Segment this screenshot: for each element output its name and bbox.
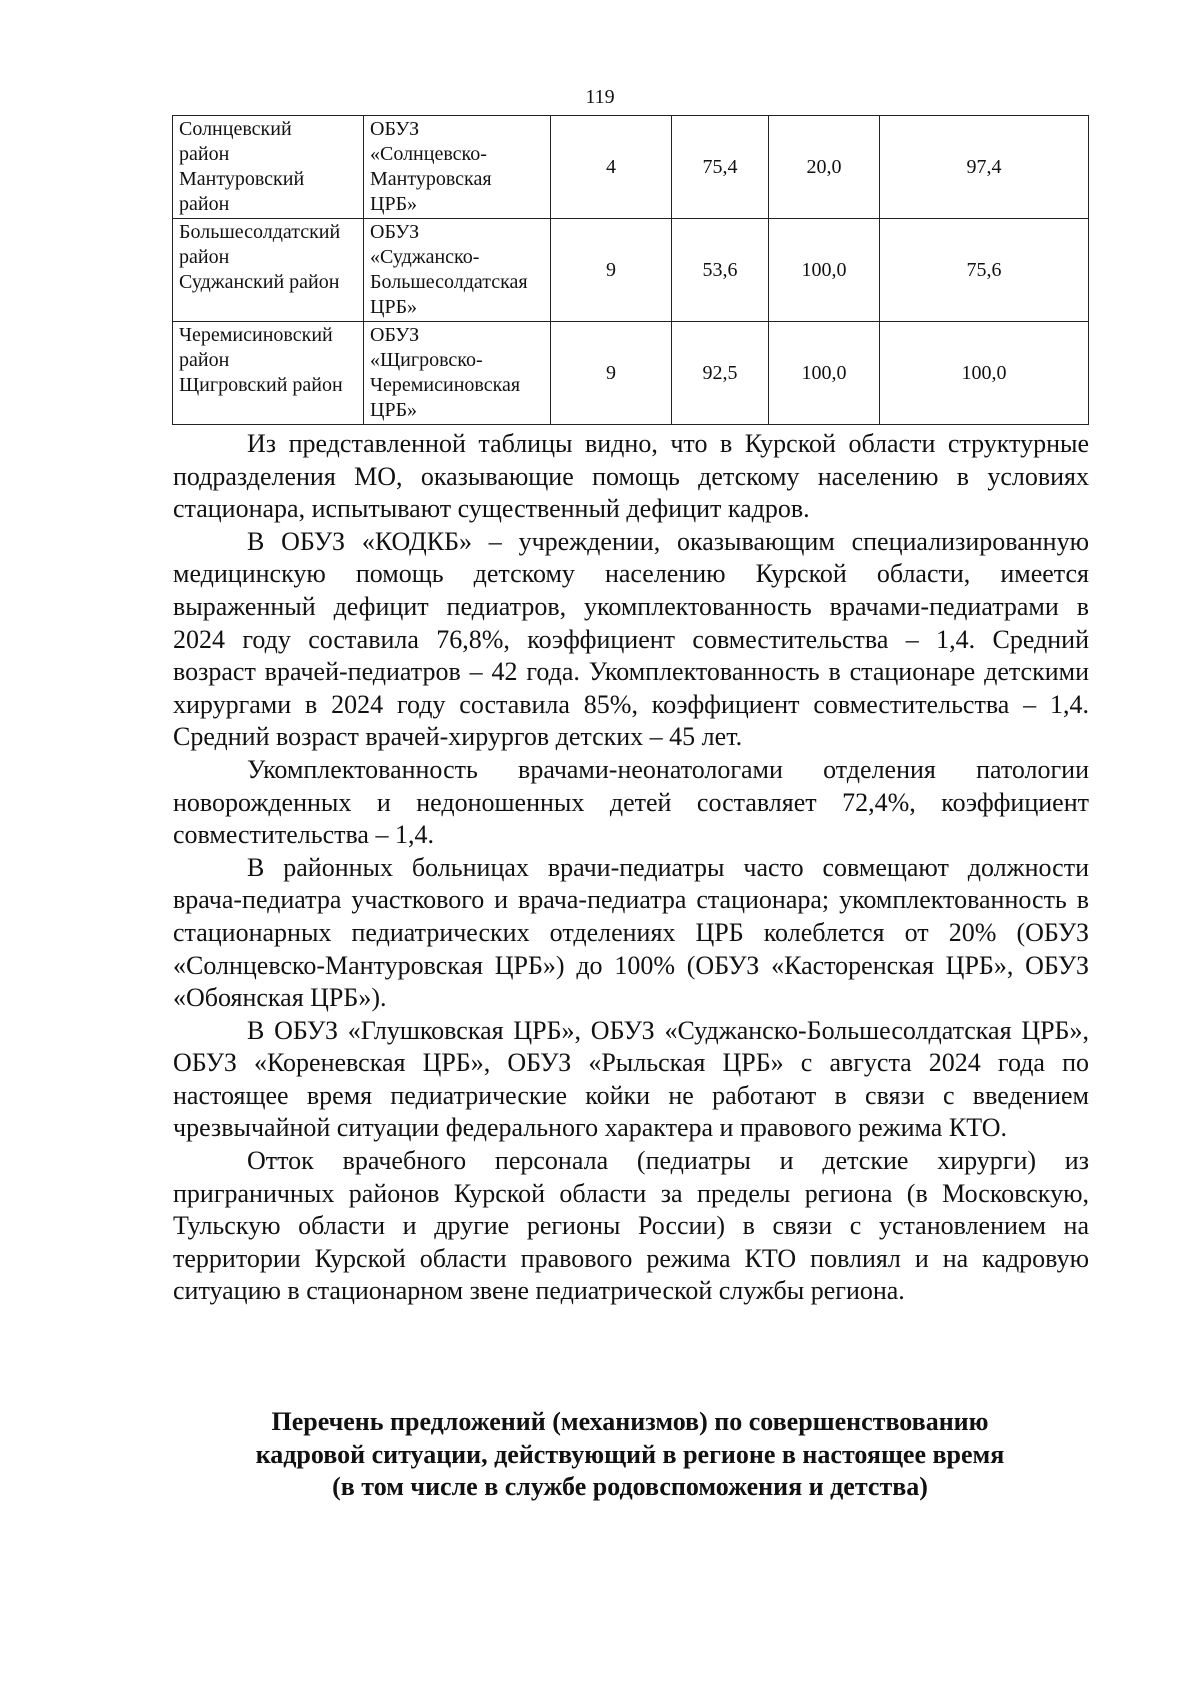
section-heading xyxy=(172,1406,1088,1504)
institution-cell: ОБУЗ «Солнцевско- Мантуровская ЦРБ» xyxy=(364,116,551,219)
value-cell: 75,6 xyxy=(880,219,1089,322)
value-cell: 97,4 xyxy=(880,116,1089,219)
paragraph: Укомплектованность врачами-неонатологами отделения патологии новорожденных и недоношенных детей составляет 72,4%, коэффициент совместительства – 1,4. xyxy=(173,754,1089,850)
table-row xyxy=(173,116,1089,219)
value-cell: 53,6 xyxy=(672,219,769,322)
value-cell: 4 xyxy=(551,116,672,219)
heading-line: (в том числе в службе родовспоможения и детства) xyxy=(332,1472,928,1502)
value-cell: 75,4 xyxy=(672,116,769,219)
paragraph: Из представленной таблицы видно, что в Курской области структурные подразделения МО, оказывающие помощь детскому населению в условиях стационара, испытывают существенный дефицит кадров. xyxy=(173,429,1089,524)
institution-cell: ОБУЗ «Суджанско- Большесолдатская ЦРБ» xyxy=(364,219,551,322)
value-cell: 92,5 xyxy=(672,322,769,425)
institution-cell: ОБУЗ «Щигровско- Черемисиновская ЦРБ» xyxy=(364,322,551,425)
district-cell: Черемисиновский район Щигровский район xyxy=(173,322,364,425)
table-row xyxy=(173,219,1089,322)
body-text xyxy=(173,428,1089,1308)
value-cell: 9 xyxy=(551,219,672,322)
value-cell: 100,0 xyxy=(880,322,1089,425)
heading-line: Перечень предложений (механизмов) по совершенствованию xyxy=(271,1407,989,1436)
table-row xyxy=(173,322,1089,425)
heading-line: кадровой ситуации, действующий в регионе в настоящее время xyxy=(255,1439,1005,1469)
paragraph: В ОБУЗ «КОДКБ» – учреждении, оказывающим специализированную медицинскую помощь детскому населению Курской области, имеется выраженный дефицит педиатров, укомплектованность врачами-педиатрами в 2024 году составила 76,8%, коэффициент совместительства – 1,4. Средний возраст врачей-педиатров – 42 года. Укомплектованность в стационаре детскими хирургами в 2024 году составила 85%, коэффициент совместительства – 1,4. Средний возраст врачей-хирургов детских – 45 лет. xyxy=(173,526,1089,752)
paragraph: В ОБУЗ «Глушковская ЦРБ», ОБУЗ «Суджанско-Большесолдатская ЦРБ», ОБУЗ «Кореневская ЦРБ», ОБУЗ «Рыльская ЦРБ» с августа 2024 года по настоящее время педиатрические койки не работают в связи с введением чрезвычайной ситуации федерального характера и правового режима КТО. xyxy=(173,1015,1089,1143)
value-cell: 20,0 xyxy=(769,116,880,219)
district-cell: Солнцевский район Мантуровский район xyxy=(173,116,364,219)
page-number: 119 xyxy=(585,86,615,108)
staffing-table xyxy=(172,115,1089,425)
paragraph: Отток врачебного персонала (педиатры и детские хирурги) из приграничных районов Курской области за пределы региона (в Московскую, Тульскую области и другие регионы России) в связи с установлением на территории Курской области правового режима КТО повлиял и на кадровую ситуацию в стационарном звене педиатрической службы региона. xyxy=(173,1146,1089,1306)
paragraph: В районных больницах врачи-педиатры часто совмещают должности врача-педиатра участкового и врача-педиатра стационара; укомплектованность в стационарных педиатрических отделениях ЦРБ колеблется от 20% (ОБУЗ «Солнцевско-Мантуровская ЦРБ») до 100% (ОБУЗ «Касторенская ЦРБ», ОБУЗ «Обоянская ЦРБ»). xyxy=(173,852,1089,1013)
district-cell: Большесолдатский район Суджанский район xyxy=(173,219,364,322)
value-cell: 9 xyxy=(551,322,672,425)
value-cell: 100,0 xyxy=(769,219,880,322)
value-cell: 100,0 xyxy=(769,322,880,425)
